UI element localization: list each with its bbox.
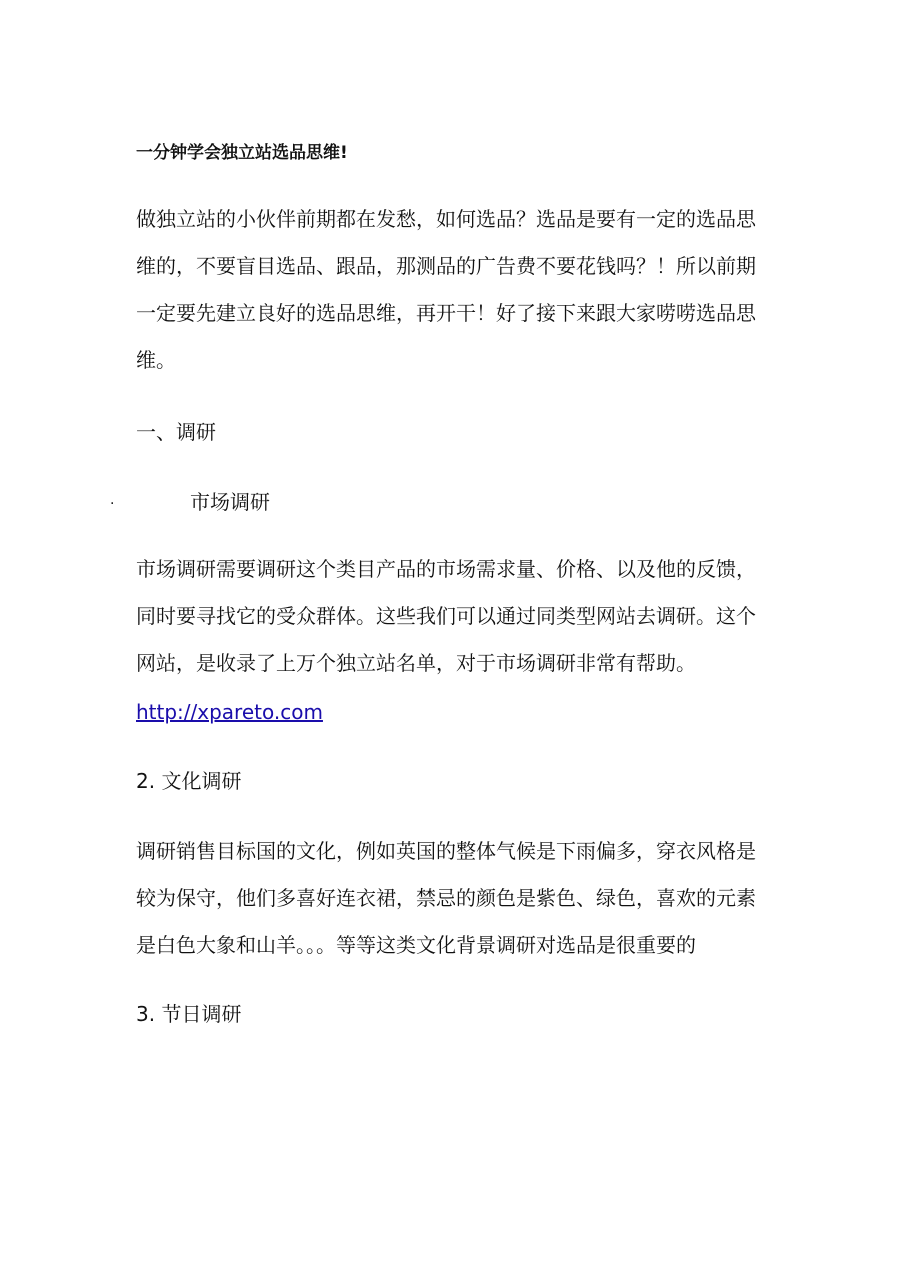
culture-research-paragraph <box>136 828 776 969</box>
section-heading-research: 一、调研 <box>136 420 216 444</box>
intro-line: 维的，不要盲目选品、跟品，那测品的广告费不要花钱吗？！所以前期 <box>136 254 756 278</box>
market-research-paragraph <box>136 546 776 687</box>
subheading-holiday-research: 3. 节日调研 <box>136 1002 242 1026</box>
paragraph-line: 是白色大象和山羊。。。等等这类文化背景调研对选品是很重要的 <box>136 933 696 957</box>
subheading-culture-research: 2. 文化调研 <box>136 769 242 793</box>
intro-line: 维。 <box>136 348 176 372</box>
subheading-market-research: 市场调研 <box>190 490 270 514</box>
list-bullet: · <box>110 496 115 512</box>
paragraph-line: 同时要寻找它的受众群体。这些我们可以通过同类型网站去调研。这个 <box>136 604 756 628</box>
paragraph-line: 市场调研需要调研这个类目产品的市场需求量、价格、以及他的反馈， <box>136 557 756 581</box>
intro-paragraph <box>136 196 776 384</box>
xpareto-link[interactable]: http://xpareto.com <box>136 700 323 724</box>
paragraph-line: 网站，是收录了上万个独立站名单，对于市场调研非常有帮助。 <box>136 651 696 675</box>
paragraph-line: 调研销售目标国的文化，例如英国的整体气候是下雨偏多，穿衣风格是 <box>136 839 756 863</box>
paragraph-line: 较为保守，他们多喜好连衣裙，禁忌的颜色是紫色、绿色，喜欢的元素 <box>136 886 756 910</box>
document-title: 一分钟学会独立站选品思维! <box>136 143 348 163</box>
intro-line: 做独立站的小伙伴前期都在发愁，如何选品？选品是要有一定的选品思 <box>136 207 756 231</box>
intro-line: 一定要先建立良好的选品思维，再开干！好了接下来跟大家唠唠选品思 <box>136 301 756 325</box>
